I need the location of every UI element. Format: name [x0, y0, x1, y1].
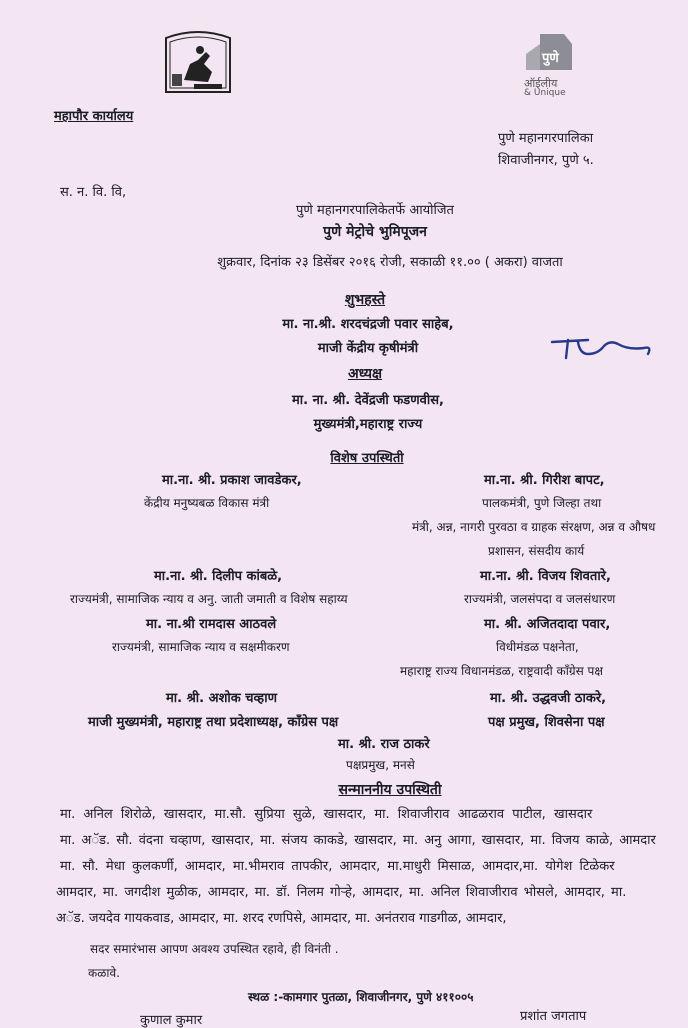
- guest-1-name: मा.ना. श्री. प्रकाश जावडेकर,: [162, 473, 302, 488]
- closing-line: कळावे.: [88, 966, 120, 980]
- shubhaste-title: माजी केंद्रीय कृषीमंत्री: [317, 341, 419, 356]
- guest-6-title-1: विधीमंडळ पक्षनेता,: [496, 640, 579, 654]
- corporation-address: शिवाजीनगर, पुणे ५.: [498, 153, 594, 168]
- honored-line: मा. सौ. मेधा कुलकर्णी, आमदार, मा.भीमराव तापकीर, आमदार, मा.माधुरी मिसाळ, आमदार,मा. योगेश टिळेकर: [60, 859, 615, 874]
- guest-4-name: मा.ना. श्री. विजय शिवतारे,: [480, 569, 611, 584]
- request-line: सदर समारंभास आपण अवश्य उपस्थित रहावे, ही विनंती .: [90, 942, 339, 956]
- venue-line: स्थळ :-कामगार पुतळा, शिवाजीनगर, पुणे ४११००५: [248, 990, 474, 1004]
- guest-1-title: केंद्रीय मनुष्यबळ विकास मंत्री: [144, 496, 270, 510]
- adhyaksh-heading: अध्यक्ष: [347, 366, 383, 382]
- salutation: स. न. वि. वि,: [60, 185, 127, 200]
- guest-2-title-1: पालकमंत्री, पुणे जिल्हा तथा: [482, 496, 602, 510]
- guest-8-name: मा. श्री. उद्धवजी ठाकरे,: [490, 691, 607, 706]
- organiser-line: पुणे महानगरपालिकेतर्फे आयोजित: [296, 203, 454, 218]
- guest-2-title-3: प्रशासन, संसदीय कार्य: [488, 544, 585, 558]
- honored-line: आमदार, मा. जगदीश मुळीक, आमदार, मा. डॉ. निलम गोऱ्हे, आमदार, मा. अनिल शिवाजीराव भोसले, आमदार, मा.: [56, 885, 627, 900]
- guest-5-name: मा. ना.श्री रामदास आठवले: [146, 617, 277, 632]
- adhyaksh-name: मा. ना. श्री. देवेंद्रजी फडणवीस,: [292, 393, 444, 408]
- signature-mark: [548, 332, 658, 364]
- guest-9-name: मा. श्री. राज ठाकरे: [338, 737, 430, 752]
- guest-5-title: राज्यमंत्री, सामाजिक न्याय व सक्षमीकरण: [112, 640, 290, 654]
- corporation-name: पुणे महानगरपालिका: [498, 131, 594, 146]
- honored-line: मा. अनिल शिरोळे, खासदार, मा.सौ. सुप्रिया सुळे, खासदार, मा. शिवाजीराव आढळराव पाटील, खासदार: [60, 807, 593, 822]
- guest-7-name: मा. श्री. अशोक चव्हाण: [166, 691, 277, 706]
- logo-text: पुणे: [542, 51, 559, 66]
- shubhaste-heading: शुभहस्ते: [344, 292, 386, 308]
- guest-2-name: मा.ना. श्री. गिरीश बापट,: [484, 473, 605, 488]
- guest-8-title: पक्ष प्रमुख, शिवसेना पक्ष: [488, 715, 605, 730]
- pune-logo: [520, 30, 584, 102]
- honored-line: मा. अॅड. सौ. वंदना चव्हाण, खासदार, मा. संजय काकडे, खासदार, मा. अनु आगा, खासदार, मा. विजय काळे, आमदार: [60, 833, 656, 848]
- guest-6-title-2: महाराष्ट्र राज्य विधानमंडळ, राष्ट्रवादी कॉंग्रेस पक्ष: [400, 664, 603, 678]
- signatory-right: प्रशांत जगताप: [520, 1009, 587, 1024]
- office-name: महापौर कार्यालय: [54, 109, 134, 124]
- logo-tagline: ऑईलीय: [524, 77, 558, 90]
- guest-6-name: मा. श्री. अजितदादा पवार,: [484, 617, 611, 632]
- event-datetime: शुक्रवार, दिनांक २३ डिसेंबर २०१६ रोजी, सकाळी ११.०० ( अकरा) वाजता: [217, 255, 563, 270]
- signatory-left: कुणाल कुमार: [140, 1013, 203, 1028]
- event-title: पुणे मेट्रोचे भुमिपूजन: [323, 224, 427, 240]
- guest-4-title: राज्यमंत्री, जलसंपदा व जलसंधारण: [464, 592, 616, 606]
- guest-2-title-2: मंत्री, अन्न, नागरी पुरवठा व ग्राहक संरक्षण, अन्न व औषध: [412, 520, 656, 534]
- guest-3-name: मा.ना. श्री. दिलीप कांबळे,: [154, 569, 283, 584]
- shubhaste-name: मा. ना.श्री. शरदचंद्रजी पवार साहेब,: [282, 317, 454, 332]
- emblem-seal: [160, 30, 236, 98]
- guest-7-title: माजी मुख्यमंत्री, महाराष्ट्र तथा प्रदेशाध्यक्ष, कॉंग्रेस पक्ष: [88, 715, 339, 730]
- guest-9-title: पक्षप्रमुख, मनसे: [346, 758, 415, 772]
- logo-tagline-en: & Unique: [524, 88, 566, 98]
- adhyaksh-title: मुख्यमंत्री,महाराष्ट्र राज्य: [313, 417, 423, 432]
- guest-3-title: राज्यमंत्री, सामाजिक न्याय व अनु. जाती जमाती व विशेष सहाय्य: [70, 592, 348, 606]
- honored-presence-heading: सन्माननीय उपस्थिती: [338, 782, 442, 798]
- honored-line: अॅड. जयदेव गायकवाड, आमदार, मा. शरद रणपिसे, आमदार, मा. अनंतराव गाडगीळ, आमदार,: [56, 911, 507, 926]
- special-presence-heading: विशेष उपस्थिती: [330, 451, 404, 466]
